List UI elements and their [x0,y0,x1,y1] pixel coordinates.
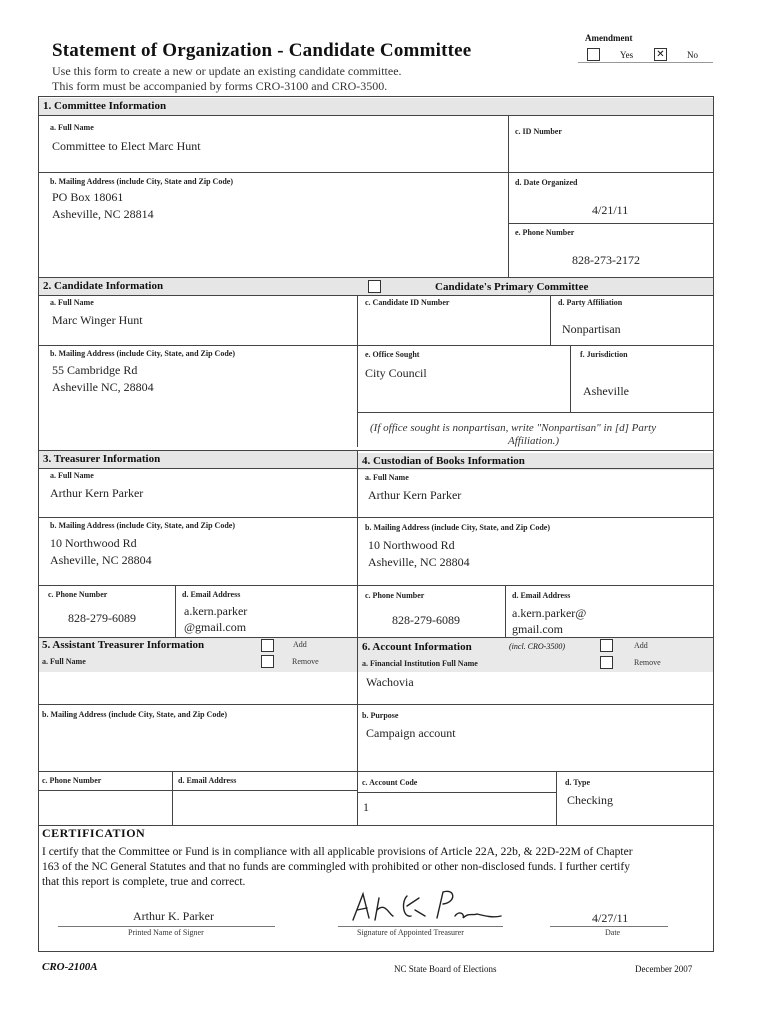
nonpartisan-note-2: Affiliation.) [508,435,560,447]
treasurer-name-label: a. Full Name [50,471,94,480]
party-affiliation-label: d. Party Affiliation [558,298,623,307]
assistant-phone-label: c. Phone Number [42,776,102,785]
amendment-no-label: No [687,50,698,60]
certification-date-field[interactable]: 4/27/11 [592,911,629,925]
jurisdiction-label: f. Jurisdiction [580,350,628,359]
custodian-name-label: a. Full Name [365,473,409,482]
treasurer-mailing-line2[interactable]: Asheville, NC 28804 [50,553,152,567]
candidate-mailing-label: b. Mailing Address (include City, State, and Zip Code) [50,349,235,358]
office-sought-field[interactable]: City Council [365,366,427,380]
committee-mailing-label: b. Mailing Address (include City, State and Zip Code) [50,177,233,186]
form-instructions-1: Use this form to create a new or update an existing candidate committee. [52,64,402,78]
treasurer-signature [345,888,505,928]
account-code-field[interactable]: 1 [363,800,369,814]
certification-date-label: Date [605,928,621,937]
candidate-name-label: a. Full Name [50,298,94,307]
certification-text-3: that this report is complete, true and correct. [42,876,246,888]
institution-field[interactable]: Wachovia [366,675,414,689]
account-add-label: Add [634,641,648,650]
form-id: CRO-2100A [42,961,98,973]
treasurer-email-line1[interactable]: a.kern.parker [184,604,248,618]
account-remove-label: Remove [634,658,661,667]
purpose-field[interactable]: Campaign account [366,726,456,740]
treasurer-phone-field[interactable]: 828-279-6089 [68,611,136,625]
committee-phone-field[interactable]: 828-273-2172 [572,253,640,267]
assistant-add-label: Add [293,640,307,649]
committee-name-field[interactable]: Committee to Elect Marc Hunt [52,139,201,153]
custodian-phone-field[interactable]: 828-279-6089 [392,613,460,627]
amendment-yes-checkbox[interactable] [587,48,600,61]
section-3-header: 3. Treasurer Information [39,451,357,468]
party-affiliation-field[interactable]: Nonpartisan [562,322,621,336]
candidate-name-field[interactable]: Marc Winger Hunt [52,313,143,327]
certification-text-1: I certify that the Committee or Fund is in compliance with all applicable provisions of Article 22A, 22b, & 22D-22M of Chapter [42,846,633,858]
account-type-field[interactable]: Checking [567,793,613,807]
section-6-incl-note: (incl. CRO-3500) [509,642,565,651]
form-title: Statement of Organization - Candidate Committee [52,40,472,61]
assistant-name-label: a. Full Name [42,657,86,666]
account-code-label: c. Account Code [362,778,418,787]
section-5-header: 5. Assistant Treasurer Information [42,639,205,651]
custodian-mailing-label: b. Mailing Address (include City, State, and Zip Code) [365,523,550,532]
section-6-header: 6. Account Information [362,641,472,653]
candidate-id-label: c. Candidate ID Number [365,298,450,307]
amendment-no-checkbox[interactable]: ✕ [654,48,667,61]
certification-title: CERTIFICATION [42,826,146,840]
account-add-checkbox[interactable] [600,639,613,652]
institution-label: a. Financial Institution Full Name [362,659,478,668]
jurisdiction-field[interactable]: Asheville [583,384,629,398]
assistant-email-label: d. Email Address [178,776,237,785]
custodian-email-line1[interactable]: a.kern.parker@ [512,606,587,620]
committee-mailing-line2[interactable]: Asheville, NC 28814 [52,207,154,221]
assistant-add-checkbox[interactable] [261,639,274,652]
candidate-mailing-line1[interactable]: 55 Cambridge Rd [52,363,138,377]
candidate-mailing-line2[interactable]: Asheville NC, 28804 [52,380,154,394]
treasurer-name-field[interactable]: Arthur Kern Parker [50,486,144,500]
section-4-header: 4. Custodian of Books Information [358,453,713,470]
nonpartisan-note-1: (If office sought is nonpartisan, write "Nonpartisan" in [d] Party [370,422,657,434]
account-type-label: d. Type [565,778,591,787]
custodian-mailing-line2[interactable]: Asheville, NC 28804 [368,555,470,569]
certification-text-2: 163 of the NC General Statutes and that no funds are commingled with prohibited or other non-disclosed funds. I further certify [42,861,630,873]
amendment-label: Amendment [585,33,633,43]
date-organized-field[interactable]: 4/21/11 [592,203,629,217]
office-sought-label: e. Office Sought [365,350,420,359]
printed-name-field[interactable]: Arthur K. Parker [133,909,214,923]
section-2-header: 2. Candidate Information [39,278,713,295]
assistant-remove-label: Remove [292,657,319,666]
amendment-yes-label: Yes [620,50,634,60]
custodian-email-label: d. Email Address [512,591,571,600]
custodian-email-line2[interactable]: gmail.com [512,622,563,636]
treasurer-mailing-line1[interactable]: 10 Northwood Rd [50,536,137,550]
treasurer-email-label: d. Email Address [182,590,241,599]
committee-phone-label: e. Phone Number [515,228,575,237]
treasurer-email-line2[interactable]: @gmail.com [184,620,247,634]
footer-date: December 2007 [635,964,693,974]
printed-name-label: Printed Name of Signer [128,928,204,937]
custodian-name-field[interactable]: Arthur Kern Parker [368,488,462,502]
committee-mailing-line1[interactable]: PO Box 18061 [52,190,124,204]
date-organized-label: d. Date Organized [515,178,578,187]
purpose-label: b. Purpose [362,711,399,720]
treasurer-mailing-label: b. Mailing Address (include City, State, and Zip Code) [50,521,235,530]
primary-committee-label: Candidate's Primary Committee [435,281,589,293]
assistant-mailing-label: b. Mailing Address (include City, State, and Zip Code) [42,710,227,719]
treasurer-phone-label: c. Phone Number [48,590,108,599]
custodian-phone-label: c. Phone Number [365,591,425,600]
committee-name-label: a. Full Name [50,123,94,132]
form-instructions-2: This form must be accompanied by forms CRO-3100 and CRO-3500. [52,79,388,93]
section-1-header: 1. Committee Information [39,98,713,115]
assistant-remove-checkbox[interactable] [261,655,274,668]
account-remove-checkbox[interactable] [600,656,613,669]
custodian-mailing-line1[interactable]: 10 Northwood Rd [368,538,455,552]
footer-agency: NC State Board of Elections [394,964,497,974]
primary-committee-checkbox[interactable] [368,280,381,293]
signature-label: Signature of Appointed Treasurer [357,928,464,937]
committee-id-label: c. ID Number [515,127,562,136]
